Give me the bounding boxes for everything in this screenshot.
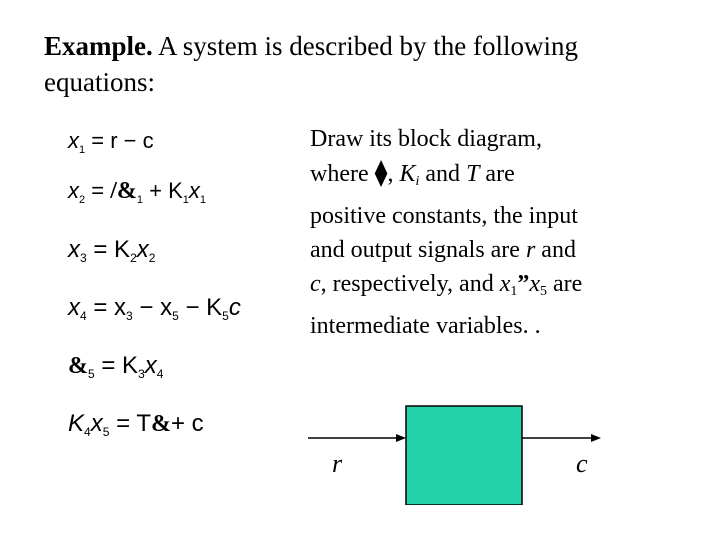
page-title — [44, 28, 664, 100]
title-text: A system is described by the following equations: — [44, 31, 578, 97]
equation-1: $x_1 = r - c$ — [68, 128, 154, 156]
symbol-glyph: / — [110, 178, 117, 204]
problem-description: Draw its block diagram, where ⧫, $K_i$ and T are positive constants, the input and output signals are r and c, respectively, and $x_1”x_5$ are intermediate variables. . — [310, 126, 583, 339]
equation-2: $x_2$ = $/\&_1 + K_1x_1$ — [68, 178, 207, 206]
equation-3: $x_3 = K_2x_2$ — [68, 236, 156, 265]
symbol-glyph: ⧫ — [374, 158, 388, 187]
block-diagram-svg — [300, 395, 620, 505]
equation-4: $x_4 = x_3 - x_5 - K_5c$ — [68, 294, 241, 323]
title-bold: Example. — [44, 31, 153, 61]
output-arrow-head — [591, 434, 601, 442]
equation-5: $\&_5 = K_3x_4$ — [68, 352, 164, 381]
dot-glyph: & — [68, 353, 88, 379]
block-diagram — [300, 395, 620, 505]
input-signal-label: r — [332, 449, 343, 478]
output-signal-label: c — [576, 449, 588, 478]
system-block — [406, 406, 522, 505]
input-arrow-head — [396, 434, 406, 442]
dot-glyph: & — [116, 178, 137, 204]
equation-6: $K_4x_5$ = T&+ c — [68, 410, 204, 439]
dot-glyph: & — [150, 411, 171, 437]
